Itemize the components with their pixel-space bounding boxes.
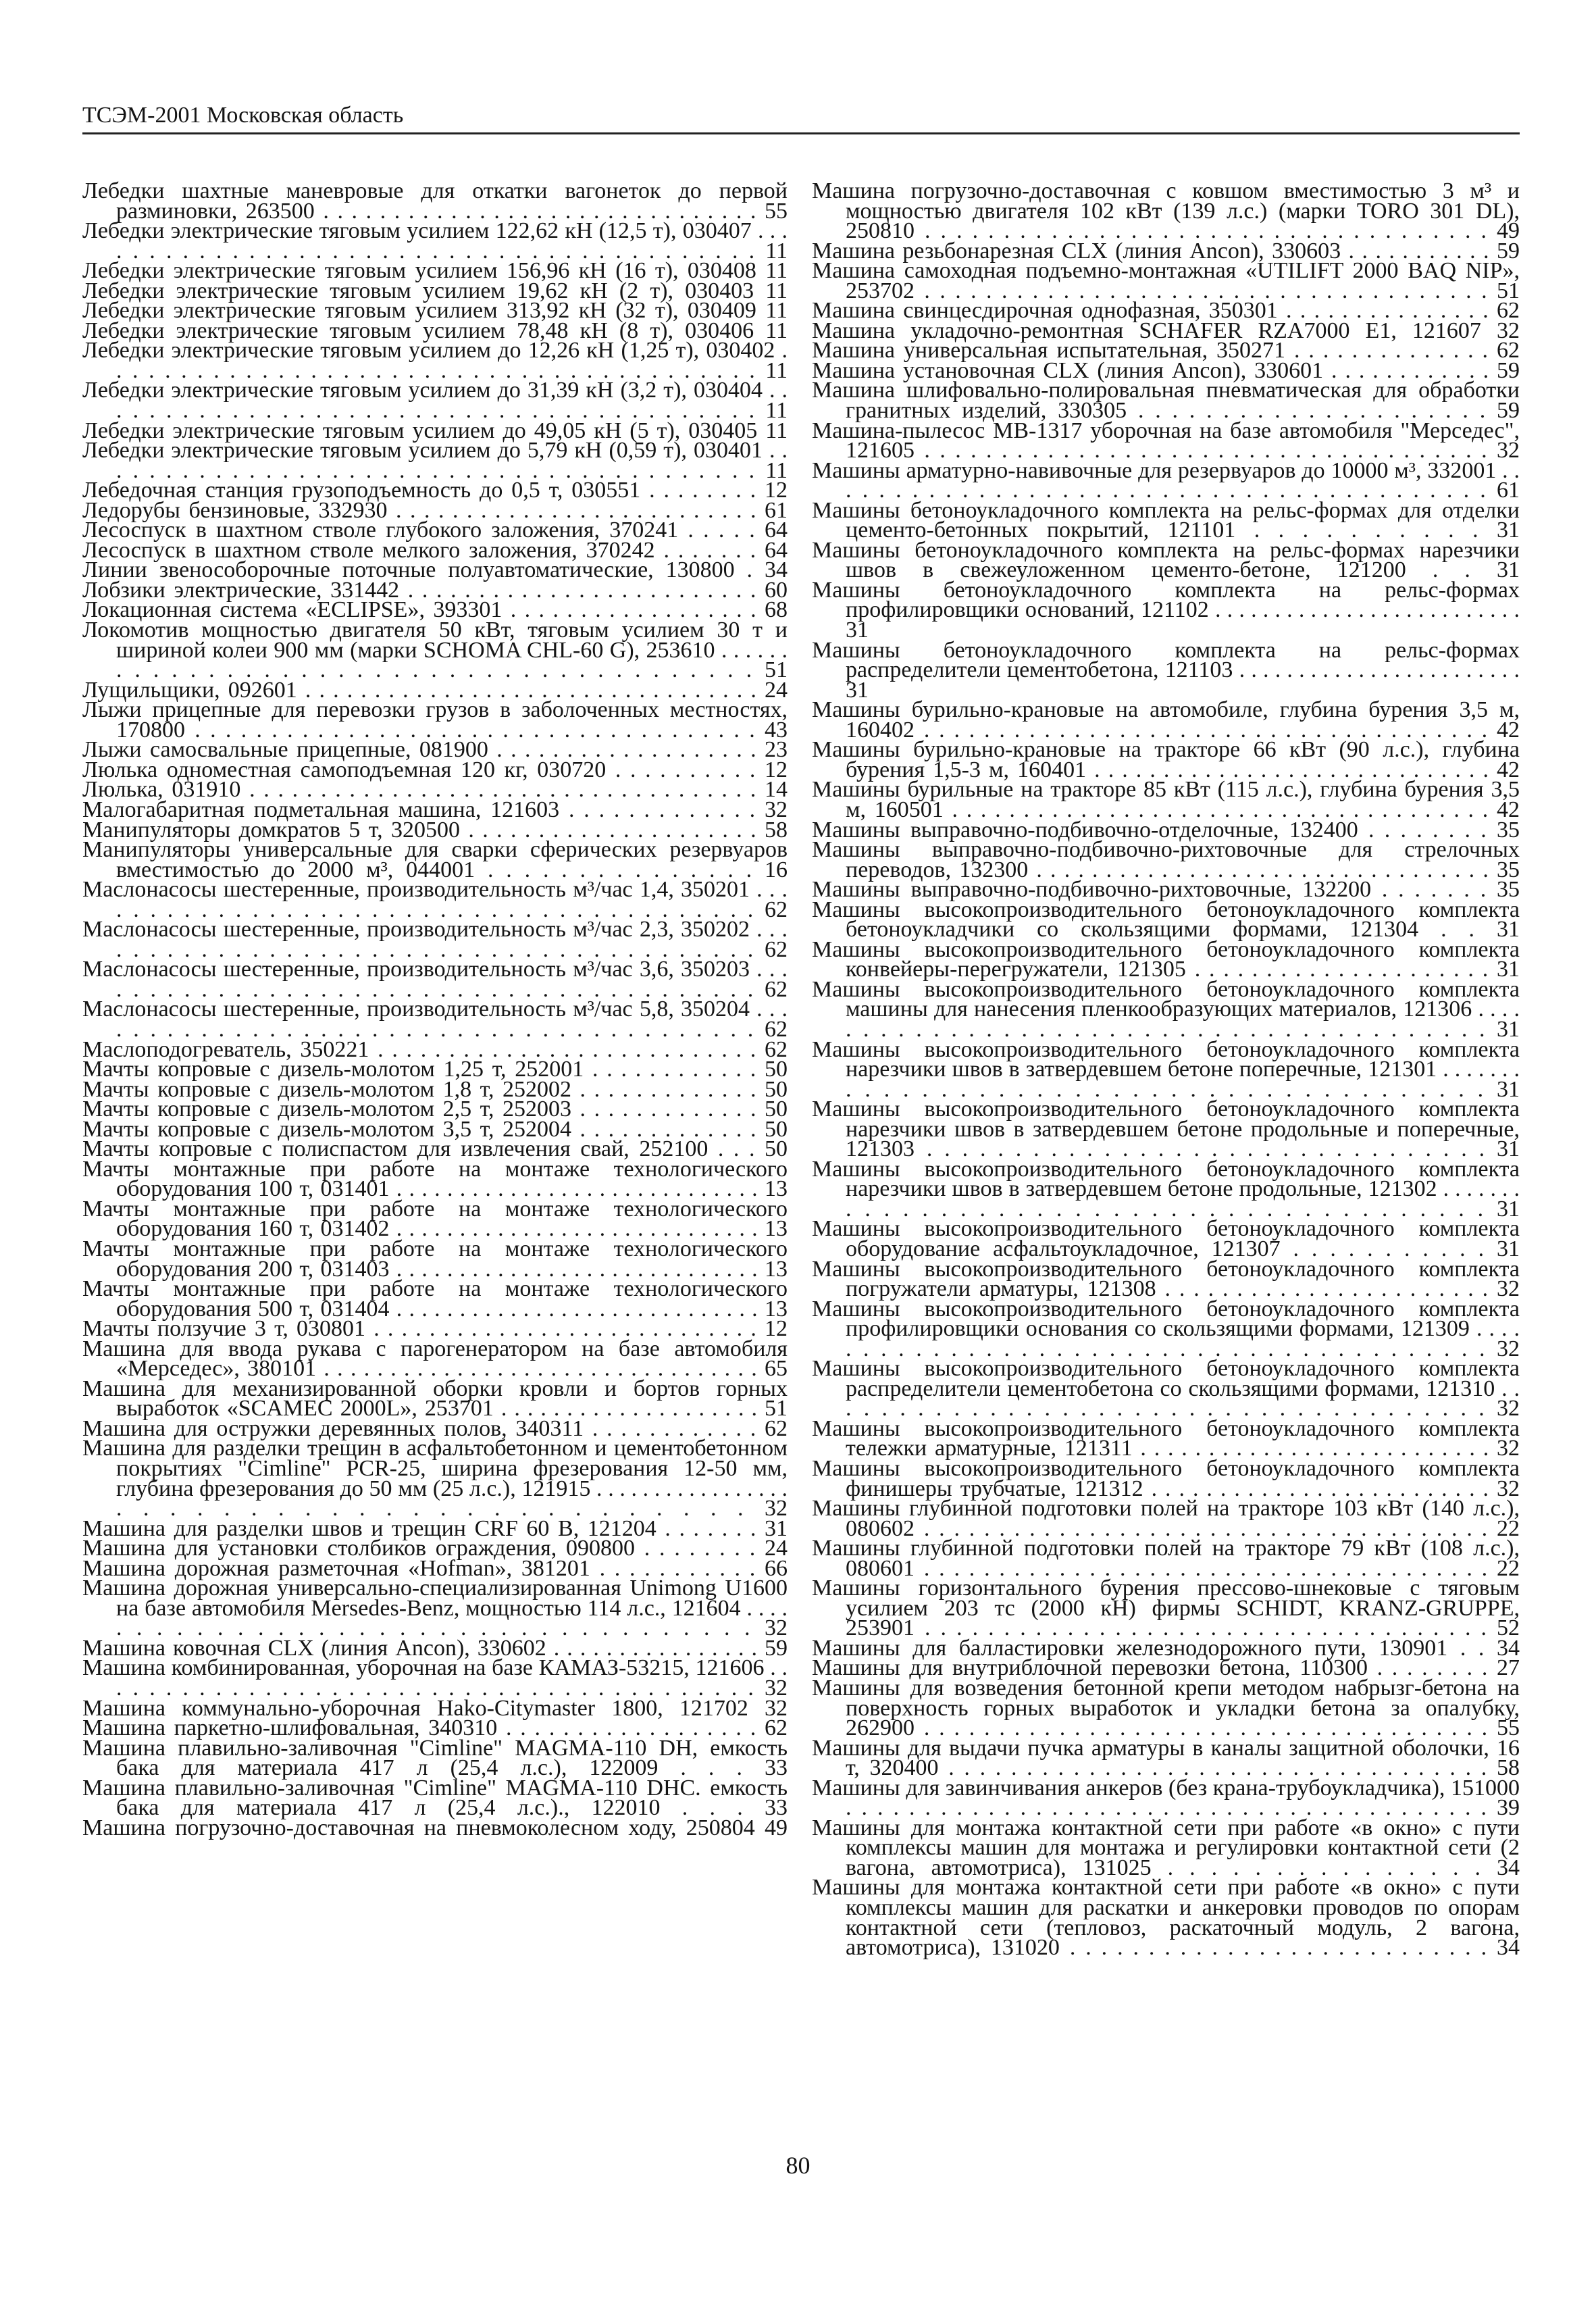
index-entry: Машина дорожная универсально-специализированная Unimong U1600 на базе автомобиля Mersedes-Benz, мощностью 114 л.с., 121604 . . . . . . . . . . . . . . . . . . . . . . . . . . . . . . . . . . . . 32 (82, 1576, 788, 1641)
index-entry: Люлька одноместная самоподъемная 120 кг, 030720 . . . . . . . . . . 12 (82, 757, 788, 782)
index-entry: Лыжи прицепные для перевозки грузов в заболоченных местностях, 170800 . . . . . . . . . . . . . . . . . . . . . . . . . . . . . . . . . . . . . 43 (82, 697, 788, 743)
index-entry: Машины бетоноукладочного комплекта на рельс-формах для отделки цементо-бетонных покрытий, 121101 . . . . . . . . . . 31 (812, 497, 1520, 543)
index-entry: Лебедки электрические тяговым усилием 122,62 кН (12,5 т), 030407 . . . . . . . . . . . . . . . . . . . . . . . . . . . . . . . . . . . . . . . . . . 11 (82, 218, 788, 263)
index-entry: Машина для разделки трещин в асфальтобетонном и цементобетонном покрытиях "Cimline" PCR-25, ширина фрезерования 12-50 мм, глубина фрезерования до 50 мм (25 л.с.), 121915 . . . . . . . . . . . . . . . . . . . . . . . . . . . . . . . . . . . . . . . . . 32 (82, 1436, 788, 1521)
index-entry: Лебедки электрические тяговым усилием 156,96 кН (16 т), 030408 11 (82, 258, 788, 284)
index-entry: Мачты монтажные при работе на монтаже технологического оборудования 200 т, 031403 . . . . . . . . . . . . . . . . . . . . . . . . . . . . . 13 (82, 1236, 788, 1282)
index-entry: Машина установочная CLX (линия Ancon), 330601 . . . . . . . . . . . . 59 (812, 357, 1520, 383)
index-entry: Машина плавильно-заливочная "Cimline" MAGMA-110 DH, емкость бака для материала 417 л (25,4 л.с.), 122009 . . . 33 (82, 1735, 788, 1781)
index-entry: Мачты монтажные при работе на монтаже технологического оборудования 160 т, 031402 . . . . . . . . . . . . . . . . . . . . . . . . . . . . . 13 (82, 1196, 788, 1242)
index-entry: Машины высокопроизводительного бетоноукладочного комплекта нарезчики швов в затвердевшем бетоне продольные, 121302 . . . . . . . . . . . . . . . . . . . . . . . . . . . . . . . . . . . . . . . . . 31 (812, 1156, 1520, 1222)
index-entry: Машины высокопроизводительного бетоноукладочного комплекта финишеры трубчатые, 121312 . . . . . . . . . . . . . . . . . . . . . . . . . 32 (812, 1456, 1520, 1501)
index-entry: Машины бетоноукладочного комплекта на рельс-формах нарезчики швов в свежеуложенном цементо-бетоне, 121200 . . 31 (812, 537, 1520, 583)
index-entry: Машины для внутриблочной перевозки бетона, 110300 . . . . . . . . 27 (812, 1655, 1520, 1681)
index-entry: Машины для завинчивания анкеров (без крана-трубоукладчика), 151000 . . . . . . . . . . . . . . . . . . . . . . . . . . . . . . . . . . . . . . . . . 39 (812, 1775, 1520, 1821)
index-entry: Лебедки электрические тяговым усилием до 31,39 кН (3,2 т), 030404 . . . . . . . . . . . . . . . . . . . . . . . . . . . . . . . . . . . . . . . . . 11 (82, 378, 788, 424)
index-entry: Машины для балластировки железнодорожного пути, 130901 . . 34 (812, 1635, 1520, 1661)
index-entry: Машины бурильно-крановые на автомобиле, глубина бурения 3,5 м, 160402 . . . . . . . . . . . . . . . . . . . . . . . . . . . . . . . . . . . . . . 42 (812, 697, 1520, 743)
index-entry: Лебедки шахтные маневровые для откатки вагонеток до первой разминовки, 263500 . . . . . . . . . . . . . . . . . . . . . . . . . . . . . . . 55 (82, 181, 788, 224)
index-entry: Машина комбинированная, уборочная на базе КАМАЗ-53215, 121606 . . . . . . . . . . . . . . . . . . . . . . . . . . . . . . . . . . . . . . . . . 32 (82, 1655, 788, 1701)
index-entry: Машины горизонтального бурения прессово-шнековые с тяговым усилием 203 тс (2000 кН) фирмы SCHIDT, KRANZ-GRUPPE, 253901 . . . . . . . . . . . . . . . . . . . . . . . . . . . . . . . . . . . . 52 (812, 1576, 1520, 1641)
index-entry: Мачты копровые с дизель-молотом 1,8 т, 252002 . . . . . . . . . . . . . 50 (82, 1076, 788, 1102)
index-entry: Машина для разделки швов и трещин CRF 60 B, 121204 . . . . . . . 31 (82, 1515, 788, 1541)
index-entry: Машины для монтажа контактной сети при работе «в окно» с пути комплексы машин для раскатки и анкеровки проводов по опорам контактной сети (тепловоз, раскаточный модуль, 2 вагона, автомотриса), 131020 . . . . . . . . . . . . . . . . . . . . . . . . . . . 34 (812, 1875, 1520, 1961)
index-entry: Машины бурильно-крановые на тракторе 66 кВт (90 л.с.), глубина бурения 1,5-3 м, 160401 . . . . . . . . . . . . . . . . . . . . . . . . . . . . . 42 (812, 737, 1520, 782)
index-entry: Маслонасосы шестеренные, производительность м³/час 3,6, 350203 . . . . . . . . . . . . . . . . . . . . . . . . . . . . . . . . . . . . . . . . . 62 (82, 957, 788, 1002)
index-entry: Машина шлифовально-полировальная пневматическая для обработки гранитных изделий, 330305 . . . . . . . . . . . . . . . . . . . . . 59 (812, 378, 1520, 424)
index-entry: Люлька, 031910 . . . . . . . . . . . . . . . . . . . . . . . . . . . . . . . . . . . . 14 (82, 777, 788, 803)
index-entry: Машины бетоноукладочного комплекта на рельс-формах профилировщики оснований, 121102 . . . . . . . . . . . . . . . . . . . . . . . . . . 31 (812, 577, 1520, 643)
index-entry: Мачты копровые с дизель-молотом 2,5 т, 252003 . . . . . . . . . . . . . 50 (82, 1097, 788, 1122)
index-entry: Машины для монтажа контактной сети при работе «в окно» с пути комплексы машин для монтажа и регулировки контактной сети (2 вагона, автомотриса), 131025 . . . . . . . . . . . . . . . 34 (812, 1815, 1520, 1880)
index-entry: Мачты монтажные при работе на монтаже технологического оборудования 100 т, 031401 . . . . . . . . . . . . . . . . . . . . . . . . . . . . . 13 (82, 1156, 788, 1202)
index-entry: Машина резьбонарезная CLX (линия Ancon), 330603 . . . . . . . . . . . 59 (812, 238, 1520, 263)
index-entry: Лесоспуск в шахтном стволе глубокого заложения, 370241 . . . . . 64 (82, 518, 788, 543)
index-entry: Машина для ввода рукава с парогенератором на базе автомобиля «Мерседес», 380101 . . . . . . . . . . . . . . . . . . . . . . . . . . . . . . . . . 65 (82, 1336, 788, 1382)
index-entry: Мачты копровые с дизель-молотом 3,5 т, 252004 . . . . . . . . . . . . . 50 (82, 1116, 788, 1142)
index-entry: Машины высокопроизводительного бетоноукладочного комплекта погружатели арматуры, 121308 . . . . . . . . . . . . . . . . . . . . . . . 32 (812, 1256, 1520, 1302)
index-entry: Машина плавильно-заливочная "Cimline" MAGMA-110 DHC. емкость бака для материала 417 л (25,4 л.с.)., 122010 . . . 33 (82, 1775, 788, 1821)
index-entry: Лущильщики, 092601 . . . . . . . . . . . . . . . . . . . . . . . . . . . . . . . . . 24 (82, 677, 788, 703)
index-entry: Машина для остружки деревянных полов, 340311 . . . . . . . . . . . . 62 (82, 1415, 788, 1441)
index-entry: Манипуляторы универсальные для сварки сферических резервуаров вместимостью до 2000 м³, 044001 . . . . . . . . . . . . . . . 16 (82, 837, 788, 882)
index-entry: Малогабаритная подметальная машина, 121603 . . . . . . . . . . . . . 32 (82, 797, 788, 822)
index-entry: Машина ковочная CLX (линия Ancon), 330602 . . . . . . . . . . . . . . . . 59 (82, 1635, 788, 1661)
index-entry: Машины высокопроизводительного бетоноукладочного комплекта нарезчики швов в затвердевшем бетоне продольные и поперечные, 121303 . . . . . . . . . . . . . . . . . . . . . . . . . . . . . . . . 31 (812, 1097, 1520, 1162)
index-column-left (82, 181, 788, 2154)
index-entry: Машины выправочно-подбивочно-отделочные, 132400 . . . . . . . . 35 (812, 817, 1520, 842)
index-entry: Локомотив мощностью двигателя 50 кВт, тяговым усилием 30 т и шириной колеи 900 мм (марки SCHOMA CHL-60 G), 253610 . . . . . . . . . . . . . . . . . . . . . . . . . . . . . . . . . . . . . . . . . 51 (82, 618, 788, 683)
index-entry: Лебедки электрические тяговым усилием до 49,05 кН (5 т), 030405 11 (82, 418, 788, 443)
index-entry: Маслонасосы шестеренные, производительность м³/час 1,4, 350201 . . . . . . . . . . . . . . . . . . . . . . . . . . . . . . . . . . . . . . . . . 62 (82, 877, 788, 922)
index-entry: Машины высокопроизводительного бетоноукладочного комплекта профилировщики основания со скользящими формами, 121309 . . . . . . . . . . . . . . . . . . . . . . . . . . . . . . . . . . . . . . . . . 32 (812, 1296, 1520, 1361)
index-entry: Машины высокопроизводительного бетоноукладочного комплекта бетоноукладчики со скользящими формами, 121304 . . 31 (812, 897, 1520, 942)
index-entry: Мачты ползучие 3 т, 030801 . . . . . . . . . . . . . . . . . . . . . . . . . . . . 12 (82, 1316, 788, 1342)
index-entry: Машины высокопроизводительного бетоноукладочного комплекта нарезчики швов в затвердевшем бетоне поперечные, 121301 . . . . . . . . . . . . . . . . . . . . . . . . . . . . . . . . . . . . . . . . . 31 (812, 1036, 1520, 1102)
index-entry: Машина погрузочно-доставочная с ковшом вместимостью 3 м³ и мощностью двигателя 102 кВт (139 л.с.) (марки TORO 301 DL), 250810 . . . . . . . . . . . . . . . . . . . . . . . . . . . . . . . . . . . . 49 (812, 181, 1520, 244)
index-entry: Лесоспуск в шахтном стволе мелкого заложения, 370242 . . . . . . . 64 (82, 537, 788, 563)
index-entry: Мачты монтажные при работе на монтаже технологического оборудования 500 т, 031404 . . . . . . . . . . . . . . . . . . . . . . . . . . . . . 13 (82, 1276, 788, 1322)
index-entry: Машина свинцесдирочная однофазная, 350301 . . . . . . . . . . . . . . . 62 (812, 298, 1520, 324)
index-entry: Машины выправочно-подбивочно-рихтовочные, 132200 . . . . . . . 35 (812, 877, 1520, 903)
index-entry: Машины бурильные на тракторе 85 кВт (115 л.с.), глубина бурения 3,5 м, 160501 . . . . . . . . . . . . . . . . . . . . . . . . . . . . . . . . . . . . . . 42 (812, 777, 1520, 822)
index-entry: Машины глубинной подготовки полей на тракторе 79 кВт (108 л.с.), 080601 . . . . . . . . . . . . . . . . . . . . . . . . . . . . . . . . . . . . . . 22 (812, 1536, 1520, 1581)
page-number: 80 (786, 2152, 810, 2179)
index-entry: Машина для установки столбиков ограждения, 090800 . . . . . . . . 24 (82, 1536, 788, 1561)
index-entry: Лобзики электрические, 331442 . . . . . . . . . . . . . . . . . . . . . . . . . 60 (82, 577, 788, 603)
index-entry: Машины высокопроизводительного бетоноукладочного комплекта машины для нанесения пленкообразующих материалов, 121306 . . . . . . . . . . . . . . . . . . . . . . . . . . . . . . . . . . . . . . . . . 31 (812, 976, 1520, 1042)
index-entry: Лебедки электрические тяговым усилием 19,62 кН (2 т), 030403 11 (82, 278, 788, 303)
index-entry: Машины выправочно-подбивочно-рихтовочные для стрелочных переводов, 132300 . . . . . . . . . . . . . . . . . . . . . . . . . . . . . . . . . 35 (812, 837, 1520, 882)
page-header (82, 93, 1520, 134)
index-entry: Маслоподогреватель, 350221 . . . . . . . . . . . . . . . . . . . . . . . . . . . 62 (82, 1036, 788, 1062)
index-entry: Мачты копровые с полиспастом для извлечения свай, 252100 . . . 50 (82, 1136, 788, 1162)
index-entry: Машина коммунально-уборочная Hako-Citymaster 1800, 121702 32 (82, 1695, 788, 1721)
index-entry: Лебедки электрические тяговым усилием 313,92 кН (32 т), 030409 11 (82, 298, 788, 324)
index-entry: Лебедки электрические тяговым усилием до 5,79 кН (0,59 т), 030401 . . . . . . . . . . . . . . . . . . . . . . . . . . . . . . . . . . . . . . . . . 11 (82, 438, 788, 483)
index-entry: Машина-пылесос МВ-1317 уборочная на базе автомобиля "Мерседес", 121605 . . . . . . . . . . . . . . . . . . . . . . . . . . . . . . . . . . . . . 32 (812, 418, 1520, 463)
index-entry: Машины для возведения бетонной крепи методом набрызг-бетона на поверхность горных выработок и укладки бетона за опалубку, 262900 . . . . . . . . . . . . . . . . . . . . . . . . . . . . . . . . . . . . . . 55 (812, 1676, 1520, 1741)
index-column-right (812, 181, 1520, 2154)
index-entry: Мачты копровые с дизель-молотом 1,25 т, 252001 . . . . . . . . . . . . 50 (82, 1057, 788, 1082)
index-entry: Машины высокопроизводительного бетоноукладочного комплекта оборудование асфальтоукладочное, 121307 . . . . . . . . . . . 31 (812, 1216, 1520, 1261)
index-entry: Машины бетоноукладочного комплекта на рельс-формах распределители цементобетона, 121103 . . . . . . . . . . . . . . . . . . . . . . . . 31 (812, 637, 1520, 703)
index-entry: Лебедки электрические тяговым усилием 78,48 кН (8 т), 030406 11 (82, 318, 788, 343)
index-entry: Машина универсальная испытательная, 350271 . . . . . . . . . . . . . . 62 (812, 338, 1520, 363)
index-entry: Машина укладочно-ремонтная SCHAFER RZA7000 E1, 121607 32 (812, 318, 1520, 343)
index-entry: Локационная система «ECLIPSE», 393301 . . . . . . . . . . . . . . . . . . 68 (82, 597, 788, 623)
index-entry: Машины высокопроизводительного бетоноукладочного комплекта тележки арматурные, 121311 . . . . . . . . . . . . . . . . . . . . . . . . . . 32 (812, 1415, 1520, 1461)
index-entry: Машины высокопроизводительного бетоноукладочного комплекта конвейеры-перегружатели, 121305 . . . . . . . . . . . . . . . . . . . . . 31 (812, 936, 1520, 982)
index-entry: Машина для механизированной оборки кровли и бортов горных выработок «SCAMEC 2000L», 253701 . . . . . . . . . . . . . . . . . . . . 51 (82, 1376, 788, 1422)
index-entry: Машины арматурно-навивочные для резервуаров до 10000 м³, 332001 . . . . . . . . . . . . . . . . . . . . . . . . . . . . . . . . . . . . . . . . . 61 (812, 457, 1520, 503)
index-entry: Машины глубинной подготовки полей на тракторе 103 кВт (140 л.с.), 080602 . . . . . . . . . . . . . . . . . . . . . . . . . . . . . . . . . . . . . . 22 (812, 1496, 1520, 1541)
index-entry: Маслонасосы шестеренные, производительность м³/час 5,8, 350204 . . . . . . . . . . . . . . . . . . . . . . . . . . . . . . . . . . . . . . . . . 62 (82, 997, 788, 1042)
index-entry: Машины для выдачи пучка арматуры в каналы защитной оболочки, 16 т, 320400 . . . . . . . . . . . . . . . . . . . . . . . . . . . . . . . . . . . 58 (812, 1735, 1520, 1781)
index-entry: Машина самоходная подъемно-монтажная «UTILIFT 2000 BAQ NIP», 253702 . . . . . . . . . . . . . . . . . . . . . . . . . . . . . . . . . . . . . 51 (812, 258, 1520, 303)
index-entry: Лебедочная станция грузоподъемность до 0,5 т, 030551 . . . . . . . . 12 (82, 478, 788, 503)
index-entry: Лебедки электрические тяговым усилием до 12,26 кН (1,25 т), 030402 . . . . . . . . . . . . . . . . . . . . . . . . . . . . . . . . . . . . . . . . . 11 (82, 338, 788, 383)
index-entry: Машина дорожная разметочная «Hofman», 381201 . . . . . . . . . . . 66 (82, 1555, 788, 1581)
index-entry: Лыжи самосвальные прицепные, 081900 . . . . . . . . . . . . . . . . . . . 23 (82, 737, 788, 763)
running-header-title: ТСЭМ-2001 Московская область (82, 103, 404, 128)
index-entry: Маслонасосы шестеренные, производительность м³/час 2,3, 350202 . . . . . . . . . . . . . . . . . . . . . . . . . . . . . . . . . . . . . . . . . 62 (82, 917, 788, 962)
index-entry: Линии звенособорочные поточные полуавтоматические, 130800 . 34 (82, 557, 788, 583)
index-entry: Машины высокопроизводительного бетоноукладочного комплекта распределители цементобетона со скользящими формами, 121310 . . . . . . . . . . . . . . . . . . . . . . . . . . . . . . . . . . . . . . 32 (812, 1356, 1520, 1422)
index-entry: Машина погрузочно-доставочная на пневмоколесном ходу, 250804 49 (82, 1815, 788, 1840)
index-entry: Ледорубы бензиновые, 332930 . . . . . . . . . . . . . . . . . . . . . . . . . . 61 (82, 497, 788, 523)
index-entry: Манипуляторы домкратов 5 т, 320500 . . . . . . . . . . . . . . . . . . . . . 58 (82, 817, 788, 842)
index-entry: Машина паркетно-шлифовальная, 340310 . . . . . . . . . . . . . . . . . . 62 (82, 1715, 788, 1741)
